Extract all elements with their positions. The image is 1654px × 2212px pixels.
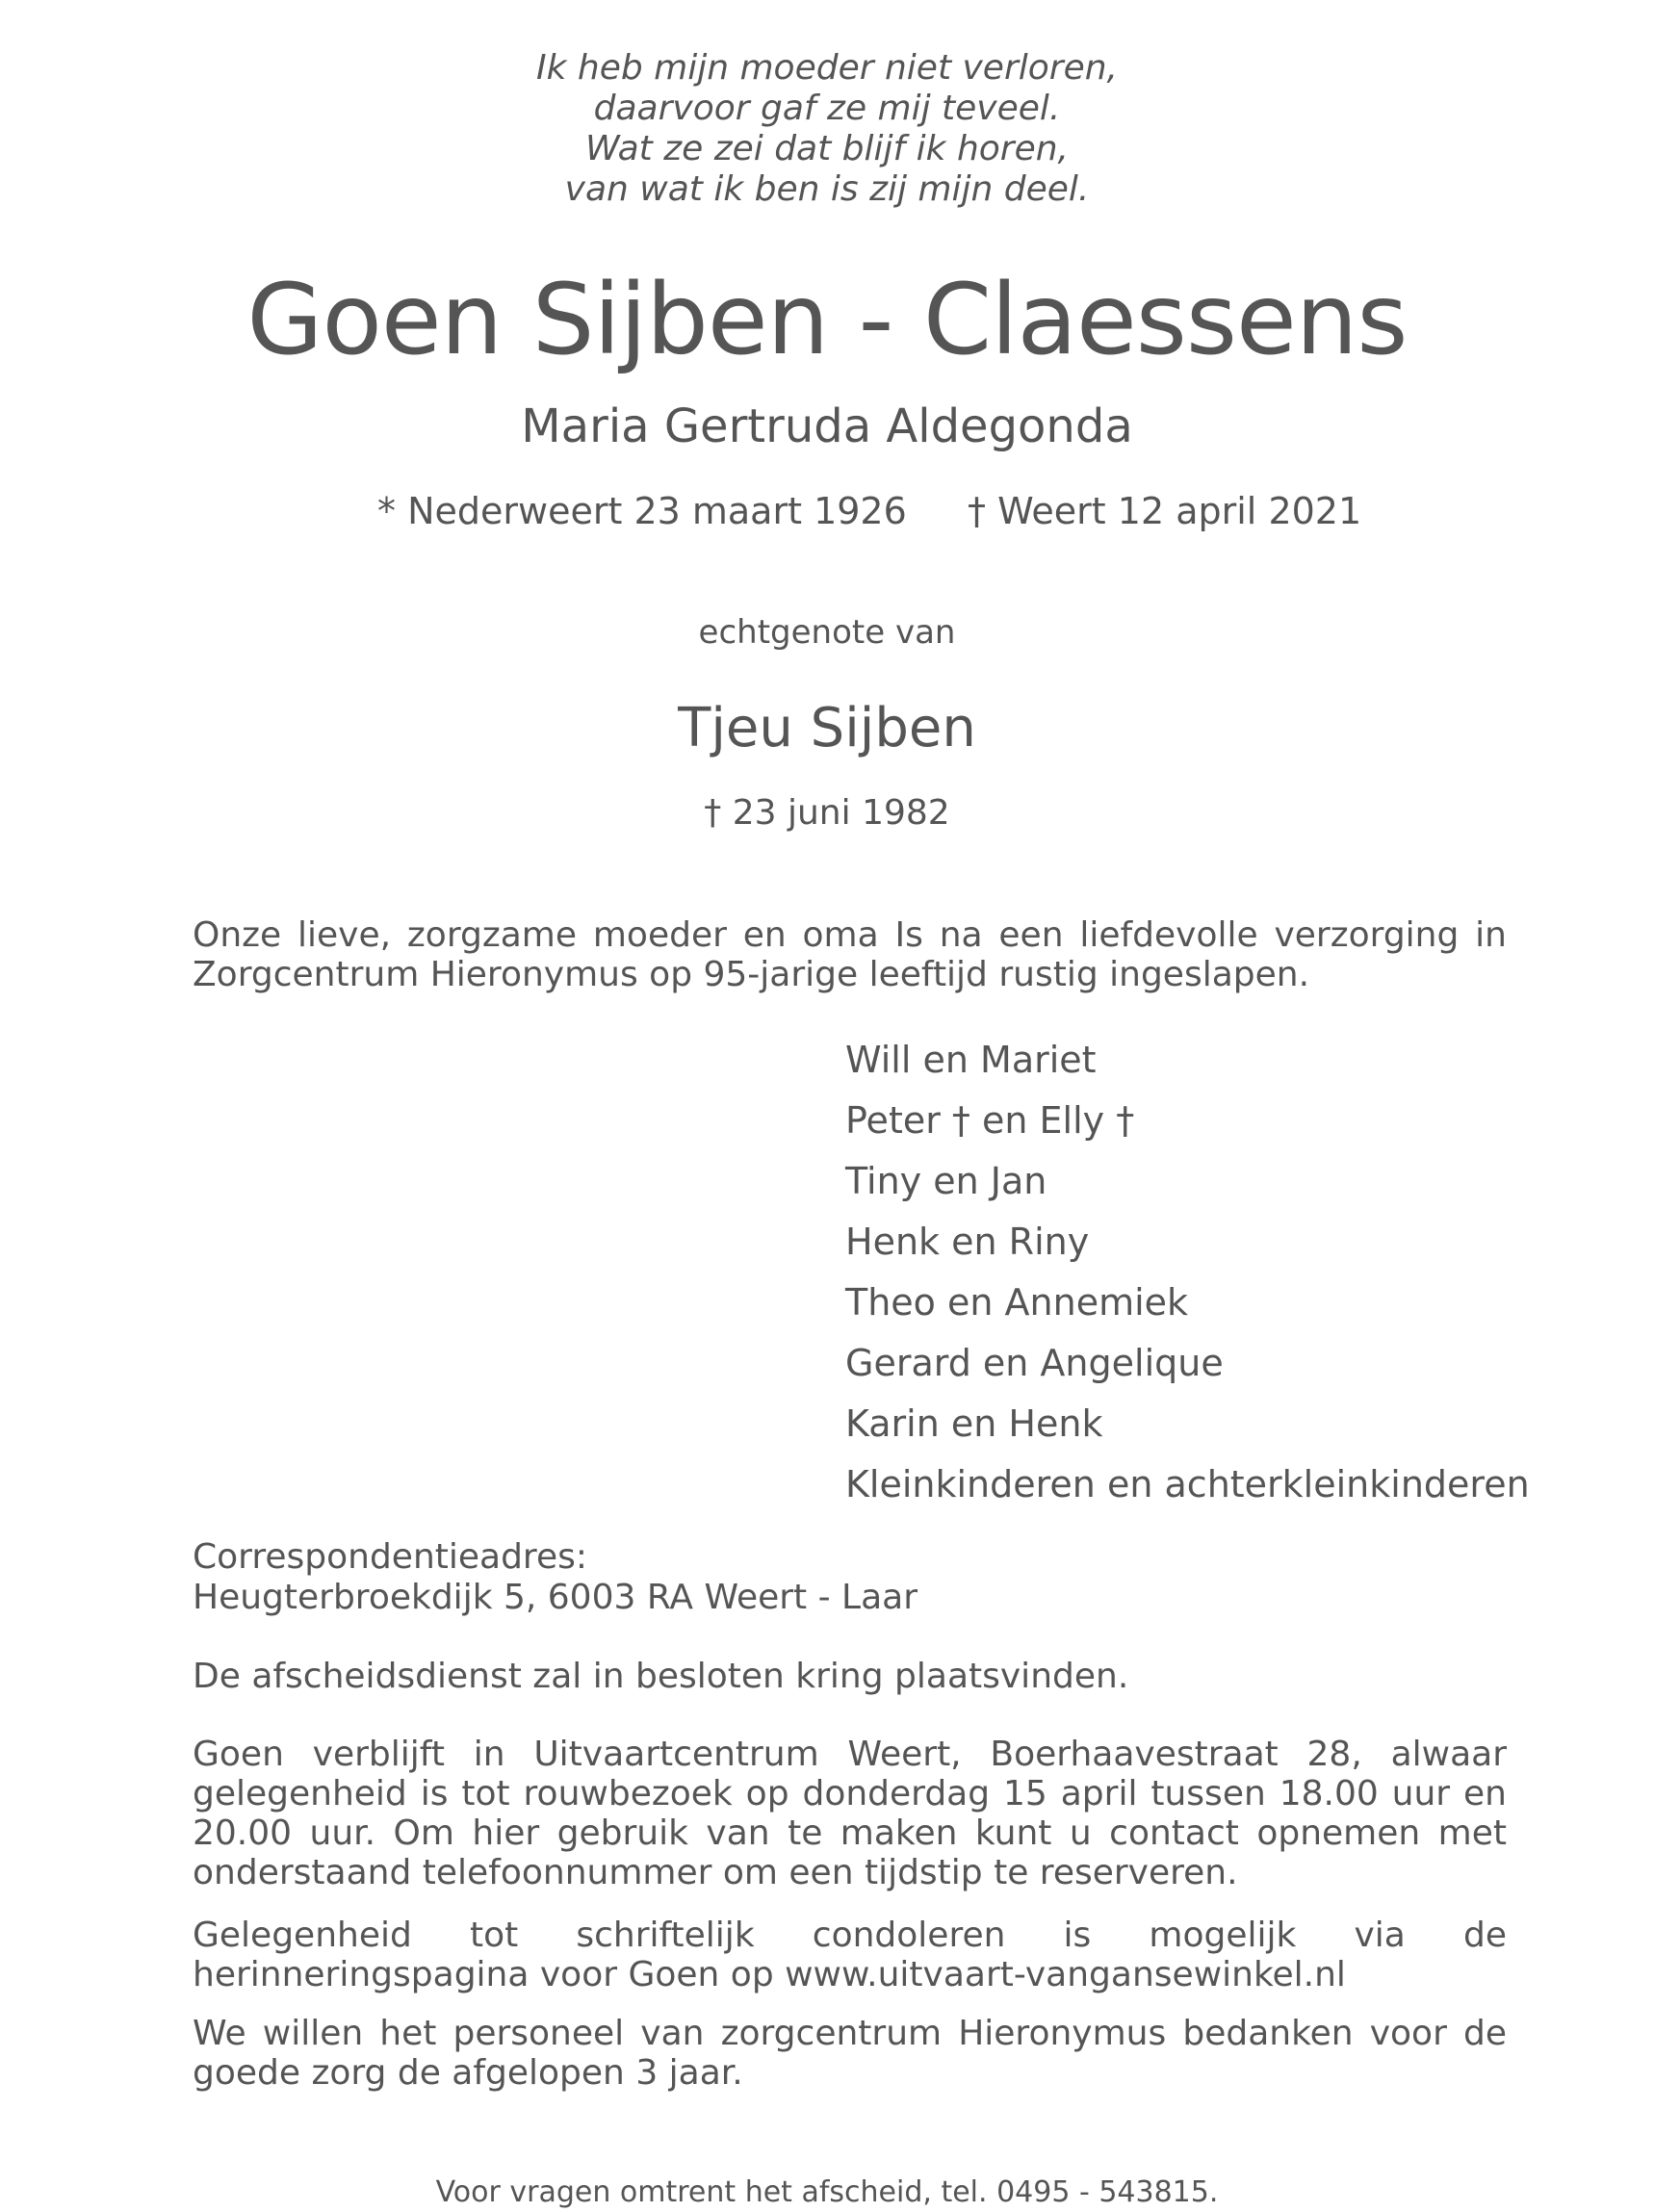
death-date: † Weert 12 april 2021 <box>968 490 1362 532</box>
deceased-name: Goen Sijben - Claessens <box>246 263 1408 377</box>
list-item: Henk en Riny <box>845 1221 1090 1263</box>
spouse-intro: echtgenote van <box>698 613 956 652</box>
poem-line: Ik heb mijn moeder niet verloren, <box>535 48 1118 88</box>
poem-line: van wat ik ben is zij mijn deel. <box>564 169 1090 209</box>
correspondence-block <box>193 1537 917 1618</box>
list-item: Theo en Annemiek <box>845 1281 1189 1324</box>
poem <box>0 48 1654 210</box>
poem-line: Wat ze zei dat blijf ik horen, <box>584 129 1069 168</box>
thanks-text: We willen het personeel van zorgcentrum Hieronymus bedanken voor de goede zorg de afgelopen 3 jaar. <box>193 2014 1507 2093</box>
list-item: Kleinkinderen en achterkleinkinderen <box>845 1463 1530 1505</box>
service-text: De afscheidsdienst zal in besloten kring plaatsvinden. <box>193 1657 1129 1696</box>
correspondence-address: Heugterbroekdijk 5, 6003 RA Weert - Laar <box>193 1578 918 1617</box>
spouse-death-date: † 23 juni 1982 <box>704 793 950 833</box>
visitation-text: Goen verblijft in Uitvaartcentrum Weert, Boerhaavestraat 28, alwaar gelegenheid is tot rouwbezoek op donderdag 15 april tussen 18.00 uur en 20.00 uur. Om hier gebruik van te maken kunt u contact opnemen met onderstaand telefoonnummer om een tijdstip te reserveren. <box>193 1735 1507 1892</box>
list-item: Tiny en Jan <box>845 1160 1047 1202</box>
footer-contact: Voor vragen omtrent het afscheid, tel. 0495 - 543815. <box>435 2175 1219 2209</box>
birth-date: * Nederweert 23 maart 1926 <box>377 490 907 532</box>
announcement-text: Onze lieve, zorgzame moeder en oma Is na een liefdevolle verzorging in Zorgcentrum Hieronymus op 95-jarige leeftijd rustig ingeslapen. <box>193 915 1507 994</box>
list-item: Peter † en Elly † <box>845 1099 1135 1142</box>
relatives-list <box>845 1030 1530 1515</box>
list-item: Will en Mariet <box>845 1039 1097 1081</box>
correspondence-label: Correspondentieadres: <box>193 1537 587 1577</box>
poem-line: daarvoor gaf ze mij teveel. <box>593 89 1061 128</box>
deceased-full-name: Maria Gertruda Aldegonda <box>521 399 1133 453</box>
spouse-name: Tjeu Sijben <box>678 697 976 759</box>
list-item: Karin en Henk <box>845 1402 1103 1445</box>
condolence-text: Gelegenheid tot schriftelijk condoleren is mogelijk via de herinneringspagina voor Goen op www.uitvaart-vangansewinkel.nl <box>193 1916 1507 1994</box>
list-item: Gerard en Angelique <box>845 1342 1224 1384</box>
